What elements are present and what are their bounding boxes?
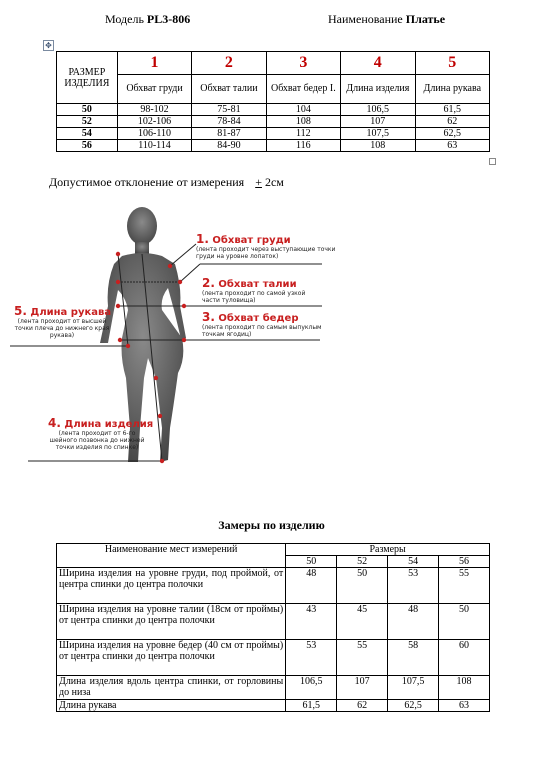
measure-value: 48 [388,604,439,640]
size-row-label: 54 [57,128,118,140]
name-line [328,12,445,27]
size-cell: 110-114 [117,140,191,152]
measure-value: 53 [388,568,439,604]
annotation-length-desc: (лента проходит от 6-го шейного позвонка до нижней точки изделия по спинке) [49,430,145,451]
col-number-2: 2 [192,52,266,75]
measure-value: 55 [337,640,388,676]
annotation-hips-title: Обхват бедер [218,313,299,324]
measure-value: 50 [337,568,388,604]
size-col-header: 50 [286,556,337,568]
size-row-label: 56 [57,140,118,152]
col-header-sleeve: Длина рукава [415,75,489,104]
measure-value: 62 [337,700,388,712]
annotation-length-number: 4. [48,416,61,430]
size-cell: 81-87 [192,128,266,140]
measure-value: 60 [439,640,490,676]
size-col-header: 54 [388,556,439,568]
col-number-1: 1 [117,52,191,75]
size-row [57,128,490,140]
table-row [57,640,490,676]
sizes-header: Размеры [286,544,490,556]
measure-value: 108 [439,676,490,700]
measure-value: 62,5 [388,700,439,712]
size-cell: 112 [266,128,340,140]
annotation-hips-number: 3. [202,310,215,324]
annotation-bust-number: 1. [196,232,209,246]
table-row [57,604,490,640]
size-row [57,116,490,128]
col-number-5: 5 [415,52,489,75]
col-header-waist: Обхват талии [192,75,266,104]
annotation-bust [196,232,336,260]
model-line [105,12,190,27]
size-cell: 62 [415,116,489,128]
measure-value: 53 [286,640,337,676]
table-resize-handle[interactable] [489,158,496,165]
measure-value: 58 [388,640,439,676]
annotation-sleeve [14,304,110,339]
measure-value: 45 [337,604,388,640]
measure-name: Ширина изделия на уровне груди, под проймой, от центра спинки до центра полочки [57,568,286,604]
model-label: Модель [105,12,144,26]
table-row [57,676,490,700]
size-row [57,140,490,152]
tolerance-text: Допустимое отклонение от измерения [49,175,245,189]
col-number-4: 4 [341,52,415,75]
measure-name-header: Наименование мест измерений [57,544,286,568]
model-value: PL3-806 [146,12,191,26]
tolerance-note [49,175,284,190]
size-row-label: 50 [57,104,118,116]
name-label: Наименование [328,12,403,26]
col-header-hips: Обхват бедер I. [266,75,340,104]
annotation-waist-number: 2. [202,276,215,290]
size-cell: 62,5 [415,128,489,140]
table-row [57,568,490,604]
table-move-handle-icon[interactable]: ✥ [43,40,54,51]
measure-name: Длина изделия вдоль центра спинки, от горловины до низа [57,676,286,700]
measure-value: 55 [439,568,490,604]
size-cell: 106-110 [117,128,191,140]
size-row [57,104,490,116]
annotation-length [48,416,154,451]
annotation-waist-desc: (лента проходит по самой узкой части туловища) [202,290,306,304]
size-cell: 108 [266,116,340,128]
size-cell: 107 [341,116,415,128]
measure-name: Ширина изделия на уровне талии (18см от проймы) от центра спинки до центра полочки [57,604,286,640]
size-table [56,51,490,152]
size-cell: 116 [266,140,340,152]
measure-value: 50 [439,604,490,640]
annotation-bust-desc: (лента проходит через выступающие точки груди на уровне лопаток) [196,246,336,260]
col-header-bust: Обхват груди [117,75,191,104]
col-header-length: Длина изделия [341,75,415,104]
measure-value: 106,5 [286,676,337,700]
size-cell: 107,5 [341,128,415,140]
size-row-label: 52 [57,116,118,128]
size-cell: 98-102 [117,104,191,116]
size-cell: 78-84 [192,116,266,128]
size-col-header: 52 [337,556,388,568]
measure-value: 48 [286,568,337,604]
name-value: Платье [405,12,446,26]
measure-value: 107,5 [388,676,439,700]
section-title: Замеры по изделию [218,518,325,532]
annotation-sleeve-number: 5. [14,304,27,318]
measurement-table [56,543,490,712]
measure-value: 61,5 [286,700,337,712]
measure-name: Длина рукава [57,700,286,712]
col-number-3: 3 [266,52,340,75]
table-row [57,700,490,712]
measure-value: 43 [286,604,337,640]
annotation-waist [202,276,322,304]
tolerance-value: 2см [264,175,284,189]
size-cell: 75-81 [192,104,266,116]
size-cell: 84-90 [192,140,266,152]
size-cell: 61,5 [415,104,489,116]
annotation-waist-title: Обхват талии [218,279,297,290]
annotation-length-title: Длина изделия [64,419,154,430]
size-corner-label: РАЗМЕР ИЗДЕЛИЯ [57,52,118,104]
size-cell: 63 [415,140,489,152]
annotation-sleeve-title: Длина рукава [30,307,112,318]
annotation-bust-title: Обхват груди [212,235,291,246]
annotation-sleeve-desc: (лента проходит от высшей точки плеча до нижнего края рукава) [14,318,110,339]
plus-minus-sign: + [255,175,262,189]
annotation-hips [202,310,322,338]
size-cell: 104 [266,104,340,116]
annotation-hips-desc: (лента проходит по самым выпуклым точкам ягодиц) [202,324,322,338]
measure-value: 107 [337,676,388,700]
size-cell: 108 [341,140,415,152]
measure-value: 63 [439,700,490,712]
size-cell: 106,5 [341,104,415,116]
measure-name: Ширина изделия на уровне бедер (40 см от проймы) от центра спинки до центра полочки [57,640,286,676]
measurement-figure [10,198,340,470]
size-col-header: 56 [439,556,490,568]
size-cell: 102-106 [117,116,191,128]
